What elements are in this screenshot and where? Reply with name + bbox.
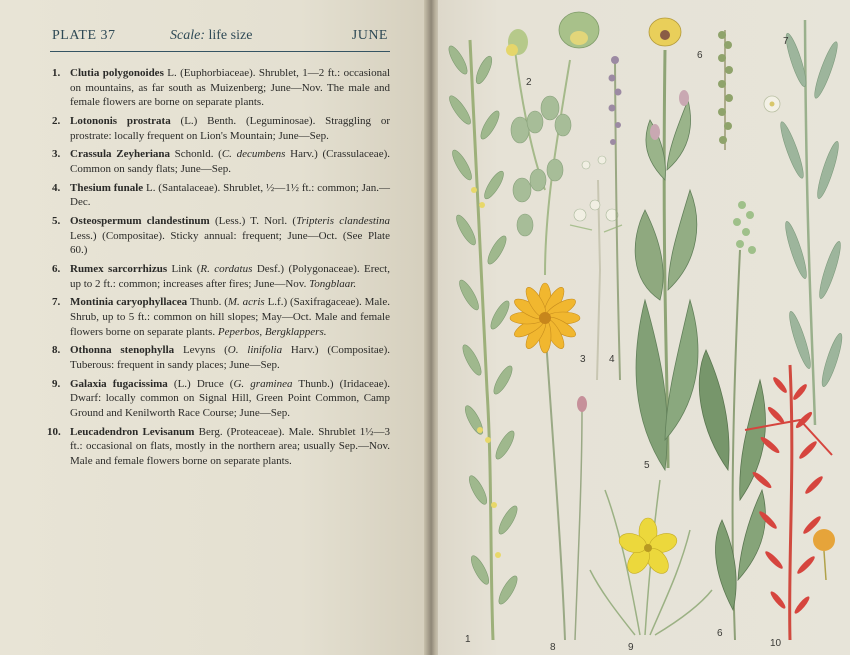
species-description: Thunb.) (Iridaceae). Dwarf: locally common on Signal Hill, Green Point Common, Camp Ground and Kenilworth Race Course; June—Sep. [70,377,391,419]
species-description: Berg. (Proteaceae). Male. Shrublet 1½—3 ft.: occasional on flats, mostly in the northern area; usually Sep.—Nov. Male and female flowers borne on separate plants. [70,425,390,467]
botanical-plate-illustration [438,0,850,655]
species-name: Montinia caryophyllacea [70,296,188,309]
species-entry-1 [52,66,390,110]
synonym: C. decumbens [221,148,286,161]
figure-number: 2 [526,77,532,88]
species-description: Harv.) (Compositae). Tuberous: frequent in sandy places; June—Sep. [70,344,390,371]
species-description: Thunb. ( [187,296,228,309]
plant-3-crassula [570,156,622,380]
plant-7-montinia [764,20,845,425]
species-entry-5 [52,214,390,258]
species-name: Galaxia fugacissima [70,377,168,390]
entry-number: 9. [52,377,61,390]
plate-number: PLATE 37 [52,28,116,43]
synonym: O. linifolia [227,344,283,357]
species-list [47,66,391,473]
species-name: Thesium funale [70,181,144,194]
species-description: L.f.) (Saxifragaceae). Male. Shrub, up to 5 ft.: common on hill slopes; May—Oct. Male and female flowers borne on separate plants. [70,296,390,338]
species-entry-2 [52,114,390,143]
species-entry-9 [52,377,390,421]
synonym: M. acris [227,296,265,309]
species-description: (L.) Benth. (Leguminosae). Straggling or prostrate: locally frequent on Lion's Mountain; June—Sep. [70,114,390,142]
synonym: R. cordatus [200,263,253,276]
species-description: Levyns ( [174,344,228,357]
species-description: Less.) (Compositae). Sticky annual: frequent; June—Oct. (See Plate 60.) [70,229,390,257]
figure-number: 6 [717,628,723,639]
species-entry-8 [52,343,390,372]
plant-8-othonna [510,283,587,640]
species-description: L. (Santalaceae). Shrublet, ½—1½ ft.: common; Jan.—Dec. [70,181,390,209]
species-entry-6 [52,262,390,291]
plant-5-osteospermum [635,18,698,470]
scale-note [170,28,252,44]
entry-number: 5. [52,215,61,228]
species-description: Harv.) (Crassulaceae). Common on sandy flats; June—Sep. [70,148,390,175]
figure-number: 3 [580,354,586,365]
figure-number: 6 [697,50,703,61]
figure-number: 10 [770,638,782,649]
entry-number: 1. [52,67,61,79]
figure-number: 8 [550,642,556,653]
plant-1-clutia [446,40,521,640]
species-description: (Less.) T. Norl. ( [209,215,297,228]
species-entry-10 [47,425,390,469]
entry-number: 4. [52,181,61,194]
page-header [52,28,388,50]
header-rule [50,51,390,52]
entry-number: 3. [52,148,61,161]
figure-number: 1 [465,634,471,645]
entry-number: 8. [52,344,61,357]
plant-2-lotononis [506,12,599,275]
common-name: Tongblaar. [309,277,357,290]
species-name: Rumex sarcorrhizus [70,263,168,276]
species-description: Desf.) (Polygonaceae). Erect, up to 2 ft.: common; increases after fires; June—Nov. [70,263,390,290]
figure-number: 7 [783,36,789,47]
figure-number: 5 [644,460,650,471]
species-description: Link ( [167,263,201,276]
entry-number: 6. [52,263,61,276]
synonym: G. graminea [233,377,293,390]
species-description: L. (Euphorbiaceae). Shrublet, 1—2 ft.: occasional on mountains, as far south as Muizenberg; June—Nov. The male and female flowers are borne on separate plants. [70,67,391,109]
month-label: JUNE [351,28,388,43]
figure-number: 4 [609,354,615,365]
figure-number: 9 [628,642,634,653]
species-name: Osteospermum clandestinum [70,215,210,228]
entry-number: 7. [52,296,61,309]
scale-value: life size [204,28,253,43]
species-entry-7 [52,295,390,339]
species-description: Schonld. ( [170,148,222,161]
species-name: Lotononis prostrata [70,114,171,127]
synonym: Tripteris clandestina [296,215,390,228]
species-name: Leucadendron Levisanum [70,425,195,438]
scale-label: Scale: [170,28,205,43]
species-entry-4 [52,181,390,210]
species-name: Othonna stenophylla [70,344,175,357]
common-name: Peperbos, Bergklappers. [217,325,327,338]
plant-6-rumex-bottom [699,201,765,640]
species-name: Clutia polygonoides [70,67,164,79]
plant-6-rumex-top [718,30,733,150]
species-description: (L.) Druce ( [167,377,234,390]
plant-9-galaxia [590,480,712,635]
species-entry-3 [52,147,390,176]
entry-number: 2. [52,114,61,127]
entry-number: 10. [47,425,61,438]
species-name: Crassula Zeyheriana [70,148,171,161]
